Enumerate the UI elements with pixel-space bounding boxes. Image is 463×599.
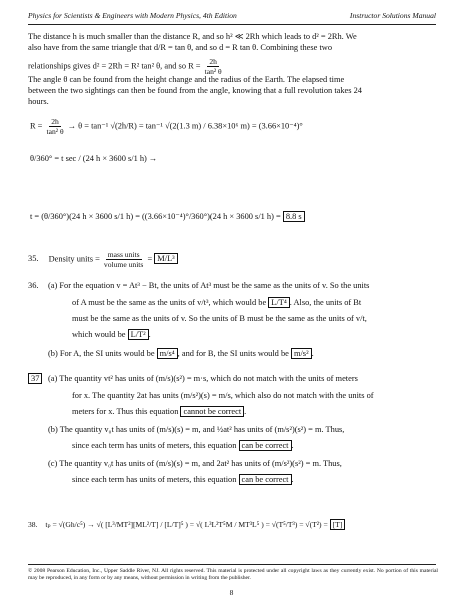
problem-38: 38. tₚ = √(Gh/c⁵) → √( [L³/MT²][ML²/T] / [L/T]⁵ ) = √( L³L²T⁵M / MT³L⁵ ) = √(T⁵/T³) = √(T²) = [T] — [28, 520, 345, 530]
problem-35: 35. Density units = $\frac{\text{mass units}}{\text{volume units}}$ = M/L³ — [28, 250, 178, 269]
problem-36a-line-3: must be the same as the units of v. So the units of B must be the same as the units of v/t, — [72, 314, 367, 323]
problem-37c-line-1: (c) The quantity v₀t has units of (m/s)(s) = m, and 2at² has units of (m/s²)(s²) = m. Thus, — [48, 459, 342, 468]
header-rule — [28, 24, 436, 25]
footer-rule — [28, 564, 436, 565]
problem-37b-line-2: since each term has units of meters, this equation can be correct . — [72, 441, 294, 450]
answer-37b: can be correct — [239, 440, 292, 451]
answer-37a: cannot be correct — [180, 406, 244, 417]
answer-density-units: M/L³ — [154, 253, 177, 264]
header-book-title: Physics for Scientists & Engineers with Modern Physics, 4th Edition — [28, 11, 237, 20]
answer-37c: can be correct — [239, 474, 292, 485]
header-manual-title: Instructor Solutions Manual — [349, 11, 436, 20]
answer-si-units-A: m/s⁴ — [157, 348, 178, 359]
problem-36a-line-1: (a) For the equation v = At³ − Bt, the units of At³ must be the same as the units of v. So the units — [48, 281, 370, 290]
problem-37-number: 37 — [28, 374, 42, 384]
copyright-notice: © 2008 Pearson Education, Inc., Upper Saddle River, NJ. All rights reserved. This material is protected under all copyright laws as they currently exist. No portion of this material may be reproduced, in any form or by any means, without permission in writing from the publisher. — [28, 568, 438, 581]
equation-radius: R = $\frac{2h}{\text{tan² θ}}$ → θ = tan⁻¹ √(2h/R) = tan⁻¹ √(2(1.3 m) / 6.38×10⁶ m) = (3.66×10⁻⁴)° — [30, 117, 303, 136]
page-number: 8 — [229, 588, 234, 597]
problem-37a-line-1: (a) The quantity vt² has units of (m/s)(s²) = m·s, which do not match with the units of meters — [48, 374, 358, 383]
intro-line-1: The distance h is much smaller than the distance R, and so h² ≪ 2Rh which leads to d² = 2Rh. We — [28, 32, 357, 41]
problem-37a-line-2: for x. The quantity 2at has units (m/s²)(s) = m/s, which also do not match with the units of — [72, 391, 374, 400]
problem-37a-line-3: meters for x. Thus this equation cannot be correct . — [72, 407, 247, 416]
answer-si-units-B: m/s² — [291, 348, 312, 359]
intro-line-3: relationships gives d² = 2Rh = R² tan² θ, and so R = $\frac{2h}{\text{tan² θ}}$ — [28, 57, 222, 76]
problem-36a-line-2: of A must be the same as the units of v/t³, which would be L/T⁴ . Also, the units of Bt — [72, 298, 362, 307]
answer-planck-time-units: [T] — [330, 519, 346, 530]
equation-elapsed-time: t = (θ/360°)(24 h × 3600 s/1 h) = ((3.66×10⁻⁴)°/360°)(24 h × 3600 s/1 h) = 8.8 s — [30, 212, 305, 222]
equation-angle-time: θ/360° = t sec / (24 h × 3600 s/1 h) → — [30, 154, 158, 163]
intro-line-2: also have from the same triangle that d/R = tan θ, and so d = R tan θ. Combining these two — [28, 43, 333, 52]
problem-37b-line-1: (b) The quantity v₀t has units of (m/s)(s) = m, and ½at² has units of (m/s²)(s²) = m. Thus, — [48, 425, 345, 434]
answer-elapsed-time: 8.8 s — [283, 211, 305, 222]
problem-36-number: 36. — [28, 281, 39, 290]
problem-37c-line-2: since each term has units of meters, this equation can be correct . — [72, 475, 294, 484]
intro-line-5: between the two sightings can then be found from the angle, knowing that a full revolution takes 24 — [28, 86, 362, 95]
intro-line-4: The angle θ can be found from the height change and the radius of the Earth. The elapsed time — [28, 75, 345, 84]
intro-line-6: hours. — [28, 97, 49, 106]
answer-units-B: L/T² — [128, 329, 149, 340]
problem-36b: (b) For A, the SI units would be m/s⁴ , and for B, the SI units would be m/s² . — [48, 349, 314, 358]
answer-units-A: L/T⁴ — [268, 297, 289, 308]
problem-36a-line-4: which would be L/T² . — [72, 330, 151, 339]
